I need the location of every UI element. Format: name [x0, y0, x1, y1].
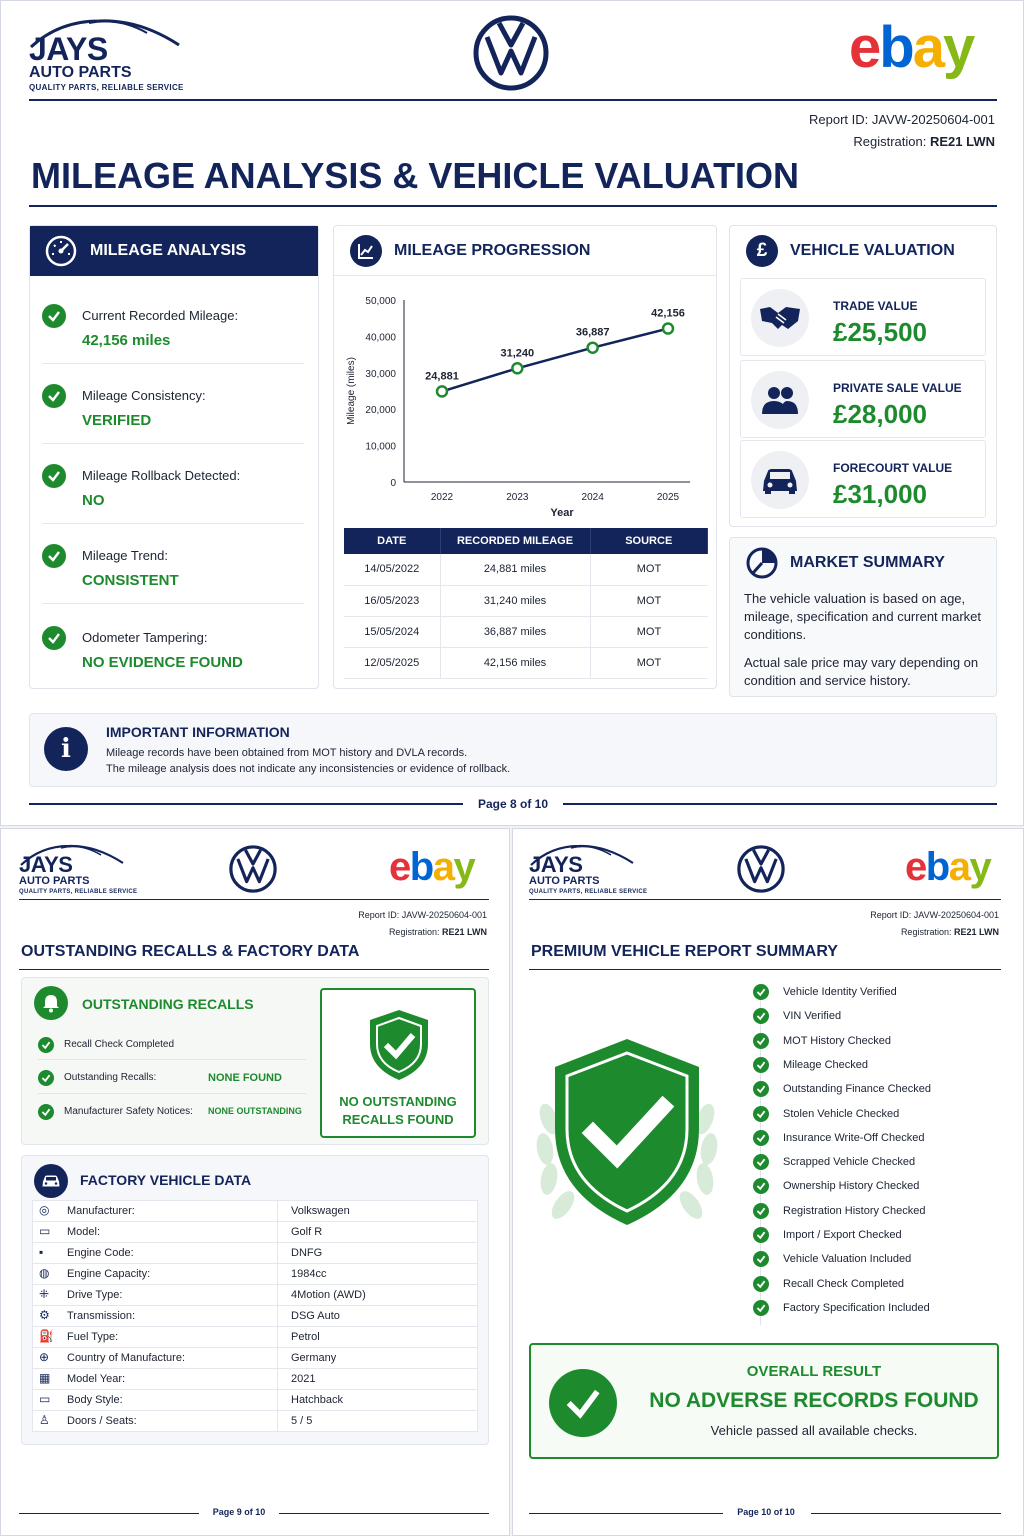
table-row [33, 1411, 477, 1432]
footer-divider [29, 803, 463, 805]
check-icon [753, 1130, 769, 1146]
car-body-icon: ▭ [39, 1392, 51, 1406]
table-row [33, 1327, 477, 1348]
report-id-value: JAVW-20250604-001 [401, 910, 487, 920]
factory-value: DNFG [291, 1247, 323, 1259]
table-cell: 12/05/2025 [344, 647, 440, 678]
jays-tagline: QUALITY PARTS, RELIABLE SERVICE [529, 889, 648, 895]
mileage-line-chart [334, 282, 718, 522]
recall-label: Manufacturer Safety Notices: [64, 1106, 193, 1117]
verified-shield-icon [527, 1029, 727, 1239]
table-cell: 14/05/2022 [344, 554, 440, 585]
recall-item [38, 1062, 306, 1094]
checklist-item [753, 1102, 899, 1126]
factory-value: Hatchback [291, 1394, 343, 1406]
outstanding-recalls-card [21, 977, 489, 1145]
y-axis-label: Mileage (miles) [346, 357, 357, 425]
mileage-item [42, 364, 304, 444]
checklist-item [753, 1150, 915, 1174]
market-summary-title: MARKET SUMMARY [790, 554, 945, 571]
factory-label: Doors / Seats: [67, 1415, 137, 1427]
check-icon [753, 1276, 769, 1292]
no-recalls-text: RECALLS FOUND [342, 1112, 454, 1127]
checklist-item [753, 1247, 911, 1271]
data-point [437, 386, 447, 396]
x-tick-label: 2025 [656, 492, 680, 503]
table-row [344, 647, 708, 678]
data-point [588, 343, 598, 353]
mileage-item [42, 606, 304, 686]
market-summary-card [729, 537, 997, 697]
recall-item [38, 1096, 306, 1128]
footer-divider [19, 1513, 199, 1514]
jays-subwordmark: AUTO PARTS [529, 875, 600, 887]
checklist-label: MOT History Checked [783, 1034, 891, 1047]
factory-label: Engine Capacity: [67, 1268, 151, 1280]
car-icon [751, 451, 809, 509]
report-id-value: JAVW-20250604-001 [871, 112, 995, 127]
factory-value: 4Motion (AWD) [291, 1289, 366, 1301]
checklist-item [753, 1126, 924, 1150]
factory-label: Country of Manufacture: [67, 1352, 186, 1364]
factory-label: Fuel Type: [67, 1331, 119, 1343]
drivetrain-icon: ⁜ [39, 1287, 50, 1301]
factory-data-title: FACTORY VEHICLE DATA [80, 1172, 252, 1188]
x-tick-label: 2023 [506, 492, 529, 503]
page-number: Page 9 of 10 [212, 1507, 266, 1517]
factory-label: Body Style: [67, 1394, 123, 1406]
report-meta [870, 907, 999, 941]
valuation-label: PRIVATE SALE VALUE [833, 381, 962, 395]
registration-value: RE21 LWN [953, 927, 999, 937]
mileage-analysis-header [30, 226, 318, 276]
recall-label: Recall Check Completed [64, 1039, 175, 1050]
check-circle-icon [549, 1369, 617, 1437]
header-divider [19, 899, 489, 900]
important-info-line: The mileage analysis does not indicate any inconsistencies or evidence of rollback. [106, 763, 511, 775]
y-tick-label: 40,000 [365, 332, 396, 344]
valuation-item [740, 278, 986, 356]
registration-value: RE21 LWN [441, 927, 487, 937]
mileage-item-label: Mileage Rollback Detected: [82, 468, 241, 483]
ebay-logo: ebay [389, 845, 475, 889]
vw-logo-icon [737, 845, 785, 893]
checklist-item [753, 1174, 919, 1198]
factory-value: Volkswagen [291, 1205, 350, 1217]
table-cell: MOT [590, 647, 708, 678]
checklist-item [753, 1077, 931, 1101]
check-icon [42, 544, 66, 568]
checklist-label: Mileage Checked [783, 1058, 868, 1071]
bell-icon [34, 986, 68, 1020]
page-number: Page 10 of 10 [737, 1507, 795, 1517]
table-row [33, 1201, 477, 1222]
jays-subwordmark: AUTO PARTS [19, 875, 90, 887]
checklist-label: Vehicle Identity Verified [783, 986, 897, 998]
info-icon: i [44, 727, 88, 771]
shield-check-icon [366, 1008, 432, 1082]
overall-result-note: Vehicle passed all available checks. [710, 1423, 918, 1438]
data-label: 42,156 [651, 307, 685, 320]
checklist-item [753, 1004, 841, 1028]
checklist-label: Recall Check Completed [783, 1277, 905, 1290]
important-info-line: Mileage records have been obtained from MOT history and DVLA records. [106, 747, 468, 759]
report-id-label: Report ID: [358, 910, 400, 920]
x-tick-label: 2022 [430, 492, 454, 503]
page-title: MILEAGE ANALYSIS & VEHICLE VALUATION [31, 155, 800, 196]
check-icon [753, 1008, 769, 1024]
registration-value: RE21 LWN [929, 134, 995, 149]
jays-wordmark: JAYS [529, 852, 583, 877]
vehicle-valuation-title: VEHICLE VALUATION [790, 242, 955, 259]
mileage-progression-title: MILEAGE PROGRESSION [394, 241, 591, 259]
people-icon [751, 371, 809, 429]
checklist-label: Vehicle Valuation Included [783, 1253, 912, 1266]
factory-data-table [32, 1200, 478, 1432]
market-summary-header [730, 538, 996, 588]
factory-label: Drive Type: [67, 1289, 123, 1301]
mileage-item-value: NO [82, 492, 105, 509]
factory-label: Transmission: [67, 1310, 136, 1322]
table-row [344, 616, 708, 647]
registration-label: Registration: [388, 927, 440, 937]
report-meta [358, 907, 487, 941]
overall-result-label: OVERALL RESULT [746, 1363, 882, 1380]
checklist-label: Import / Export Checked [783, 1229, 902, 1241]
data-point [512, 363, 522, 373]
report-meta [809, 109, 995, 153]
title-divider [19, 969, 489, 970]
footer-divider [563, 803, 997, 805]
check-icon [753, 1106, 769, 1122]
page-number: Page 8 of 10 [477, 797, 549, 811]
jays-subwordmark: AUTO PARTS [29, 64, 132, 81]
checklist-label: VIN Verified [783, 1010, 842, 1023]
mileage-analysis-card [29, 225, 319, 689]
jays-logo [19, 843, 139, 899]
factory-label: Model Year: [67, 1373, 126, 1385]
x-axis-label: Year [550, 507, 574, 519]
factory-value: Petrol [291, 1331, 320, 1343]
x-tick-label: 2024 [581, 492, 604, 503]
overall-result-value: NO ADVERSE RECORDS FOUND [649, 1389, 979, 1412]
checklist-label: Insurance Write-Off Checked [783, 1131, 925, 1144]
footer-divider [811, 1513, 1001, 1514]
outstanding-recalls-title: OUTSTANDING RECALLS [82, 996, 254, 1012]
important-info-title: IMPORTANT INFORMATION [106, 724, 290, 740]
mileage-item-value: 42,156 miles [82, 332, 171, 349]
title-divider [29, 205, 997, 207]
overall-result-box [529, 1343, 999, 1459]
table-row [344, 585, 708, 616]
factory-value: DSG Auto [291, 1310, 340, 1322]
check-icon [753, 1227, 769, 1243]
check-icon [753, 1251, 769, 1267]
y-tick-label: 30,000 [365, 368, 396, 380]
title-divider [529, 969, 1001, 970]
registration-label: Registration: [853, 134, 927, 149]
table-row [344, 554, 708, 585]
vw-logo-icon [473, 15, 549, 91]
checklist-label: Outstanding Finance Checked [783, 1083, 931, 1096]
vw-logo-icon [229, 845, 277, 893]
table-row [33, 1285, 477, 1306]
factory-label: Manufacturer: [67, 1205, 135, 1217]
mileage-item-label: Mileage Consistency: [82, 388, 206, 403]
jays-logo [29, 17, 199, 97]
recall-item [38, 1032, 306, 1060]
checklist-label: Registration History Checked [783, 1204, 926, 1217]
mileage-progression-card [333, 225, 717, 689]
table-header: RECORDED MILEAGE [440, 528, 590, 554]
report-id-label: Report ID: [870, 910, 912, 920]
check-icon [42, 626, 66, 650]
valuation-label: TRADE VALUE [833, 299, 918, 313]
mileage-item-value: CONSISTENT [82, 572, 179, 589]
header-divider [529, 899, 1001, 900]
valuation-value: £31,000 [833, 479, 927, 509]
check-icon [753, 1057, 769, 1073]
calendar-icon: ▦ [39, 1371, 51, 1385]
globe-icon: ⊕ [39, 1350, 50, 1364]
table-row [33, 1306, 477, 1327]
no-recalls-badge [320, 988, 476, 1138]
mileage-item-label: Mileage Trend: [82, 548, 168, 563]
checklist-label: Factory Specification Included [783, 1301, 930, 1314]
vw-icon: ◎ [39, 1203, 50, 1217]
ebay-logo: ebay [849, 15, 974, 80]
market-summary-text-2: Actual sale price may vary depending on condition and service history. [744, 655, 979, 688]
report-id-label: Report ID: [809, 112, 869, 127]
table-row [33, 1348, 477, 1369]
checklist-item [753, 1272, 904, 1296]
header-divider [29, 99, 997, 101]
report-id-value: JAVW-20250604-001 [913, 910, 999, 920]
table-cell: MOT [590, 585, 708, 616]
table-cell: MOT [590, 616, 708, 647]
check-icon [753, 984, 769, 1000]
table-header: SOURCE [590, 528, 708, 554]
y-tick-label: 50,000 [365, 296, 396, 307]
factory-value: 1984cc [291, 1268, 327, 1280]
check-icon [42, 304, 66, 328]
checklist-item [753, 1199, 925, 1223]
jays-wordmark: JAYS [19, 852, 73, 877]
valuation-item [740, 360, 986, 438]
table-row [33, 1390, 477, 1411]
checklist-label: Stolen Vehicle Checked [783, 1107, 900, 1120]
factory-label: Model: [67, 1226, 101, 1238]
mileage-item [42, 284, 304, 364]
checklist-label: Scrapped Vehicle Checked [783, 1156, 916, 1169]
car-icon: ▭ [39, 1224, 51, 1238]
factory-value: 5 / 5 [291, 1415, 313, 1427]
valuation-value: £28,000 [833, 399, 927, 429]
recall-value: NONE FOUND [208, 1072, 282, 1084]
checklist-item [753, 1029, 891, 1053]
report-page-9 [0, 828, 510, 1536]
table-cell: 15/05/2024 [344, 616, 440, 647]
check-icon [753, 1081, 769, 1097]
pound-icon: £ [746, 235, 778, 267]
check-icon [38, 1037, 54, 1053]
ebay-logo: ebay [905, 845, 991, 889]
mileage-progression-header [334, 226, 716, 276]
table-header: DATE [344, 528, 440, 554]
piston-icon: ◍ [39, 1266, 50, 1280]
no-recalls-text: NO OUTSTANDING [339, 1094, 457, 1109]
y-tick-label: 20,000 [365, 405, 396, 417]
report-page-10 [512, 828, 1024, 1536]
jays-tagline: QUALITY PARTS, RELIABLE SERVICE [19, 889, 138, 895]
speedometer-icon [44, 234, 78, 268]
line-chart-icon [350, 235, 382, 267]
check-icon [38, 1104, 54, 1120]
gearbox-icon: ⚙ [39, 1308, 50, 1322]
factory-value: Golf R [291, 1226, 323, 1238]
check-icon [753, 1203, 769, 1219]
data-label: 24,881 [425, 370, 459, 383]
recall-label: Outstanding Recalls: [64, 1072, 157, 1083]
check-icon [753, 1178, 769, 1194]
mileage-item-value: NO EVIDENCE FOUND [82, 654, 243, 671]
y-tick-label: 0 [390, 478, 396, 489]
checklist-item [753, 980, 897, 1004]
handshake-icon [751, 289, 809, 347]
check-icon [42, 464, 66, 488]
mileage-item-label: Odometer Tampering: [82, 630, 208, 645]
check-icon [38, 1070, 54, 1086]
mileage-item-value: VERIFIED [82, 412, 152, 429]
checklist-label: Ownership History Checked [783, 1180, 920, 1193]
vehicle-valuation-header [730, 226, 996, 276]
important-info-box [29, 713, 997, 787]
table-cell: MOT [590, 554, 708, 585]
mileage-item [42, 524, 304, 604]
checklist-item [753, 1296, 930, 1320]
footer-divider [529, 1513, 723, 1514]
jays-wordmark: JAYS [29, 31, 108, 67]
table-row [33, 1243, 477, 1264]
seat-icon: ♙ [39, 1413, 50, 1427]
factory-value: 2021 [291, 1373, 316, 1385]
table-cell: 24,881 miles [440, 554, 590, 585]
car-icon [34, 1164, 68, 1198]
market-summary-text-1: The vehicle valuation is based on age, mileage, specification and current market conditions. [744, 591, 982, 642]
registration-label: Registration: [900, 927, 952, 937]
factory-value: Germany [291, 1352, 337, 1364]
valuation-item [740, 440, 986, 518]
table-cell: 31,240 miles [440, 585, 590, 616]
table-row [33, 1222, 477, 1243]
table-cell: 36,887 miles [440, 616, 590, 647]
jays-tagline: QUALITY PARTS, RELIABLE SERVICE [29, 83, 184, 92]
check-icon [753, 1300, 769, 1316]
data-label: 36,887 [575, 326, 610, 339]
mileage-table [344, 528, 708, 679]
check-icon [42, 384, 66, 408]
pie-chart-icon [746, 547, 778, 579]
page-title: PREMIUM VEHICLE REPORT SUMMARY [531, 943, 838, 960]
check-icon [753, 1154, 769, 1170]
y-tick-label: 10,000 [365, 441, 396, 453]
checklist-item [753, 1053, 868, 1077]
checklist-item [753, 1223, 902, 1247]
series-line [442, 326, 668, 392]
data-label: 31,240 [500, 347, 535, 360]
footer-divider [279, 1513, 489, 1514]
table-row [33, 1264, 477, 1285]
mileage-item-label: Current Recorded Mileage: [82, 308, 239, 323]
data-point [663, 324, 673, 334]
vehicle-valuation-card [729, 225, 997, 527]
factory-data-card [21, 1155, 489, 1445]
mileage-item [42, 444, 304, 524]
table-cell: 42,156 miles [440, 647, 590, 678]
valuation-label: FORECOURT VALUE [833, 461, 953, 475]
mileage-analysis-title: MILEAGE ANALYSIS [90, 242, 247, 259]
valuation-value: £25,500 [833, 317, 927, 347]
table-row [33, 1369, 477, 1390]
page-title: OUTSTANDING RECALLS & FACTORY DATA [21, 943, 360, 960]
check-icon [753, 1033, 769, 1049]
table-cell: 16/05/2023 [344, 585, 440, 616]
engine-icon: ▪ [39, 1245, 44, 1259]
fuel-icon: ⛽ [39, 1329, 54, 1343]
recall-value: NONE OUTSTANDING [208, 1106, 302, 1116]
jays-logo [529, 843, 649, 899]
factory-label: Engine Code: [67, 1247, 134, 1259]
